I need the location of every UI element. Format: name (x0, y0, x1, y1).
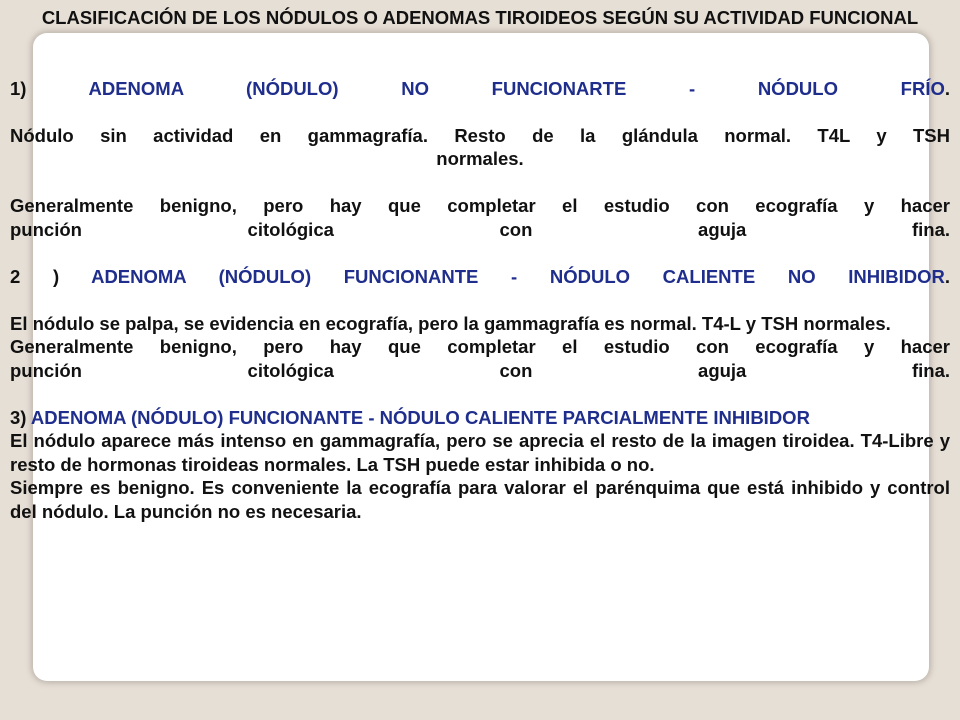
section-3-title: ADENOMA (NÓDULO) FUNCIONANTE - NÓDULO CALIENTE PARCIALMENTE INHIBIDOR (30, 406, 810, 428)
section-1-note-line2: punción citológica con aguja fina. (10, 218, 950, 240)
section-2-number: 2 ) (10, 265, 60, 287)
section-1-description-line1: Nódulo sin actividad en gammagrafía. Resto de la glándula normal. T4L y TSH (10, 124, 950, 146)
section-2-note-line1: Generalmente benigno, pero hay que completar el estudio con ecografía y hacer (10, 336, 950, 357)
section-3-description: El nódulo aparece más intenso en gammagrafía, pero se aprecia el resto de la imagen tiroidea. T4-Libre y resto de hormonas tiroideas normales. La TSH puede estar inhibida o no. (10, 430, 950, 475)
section-2-title: ADENOMA (NÓDULO) FUNCIONANTE - NÓDULO CALIENTE NO INHIBIDOR (91, 265, 945, 287)
section-1-title: ADENOMA (NÓDULO) NO FUNCIONARTE - NÓDULO FRÍO (88, 77, 945, 99)
section-2-heading (10, 265, 950, 289)
section-3-number: 3) (10, 406, 27, 428)
section-1-note-line1: Generalmente benigno, pero hay que completar el estudio con ecografía y hacer (10, 195, 950, 216)
section-1-number: 1) (10, 77, 27, 99)
section-3-note: Siempre es benigno. Es conveniente la ecografía para valorar el parénquima que está inhibido y control del nódulo. La punción no es necesaria. (10, 477, 950, 522)
section-2-note-line2: punción citológica con aguja fina. (10, 359, 950, 381)
section-1-description-line2: normales. (436, 148, 524, 169)
slide-content (10, 6, 950, 523)
section-1-heading (10, 77, 950, 101)
section-2-heading-end: . (944, 265, 950, 287)
section-3-heading (10, 406, 950, 430)
section-1-heading-end: . (944, 77, 950, 99)
slide-title: CLASIFICACIÓN DE LOS NÓDULOS O ADENOMAS TIROIDEOS SEGÚN SU ACTIVIDAD FUNCIONAL (41, 7, 919, 28)
section-2-description: El nódulo se palpa, se evidencia en ecografía, pero la gammagrafía es normal. T4-L y TSH normales. (10, 312, 891, 334)
